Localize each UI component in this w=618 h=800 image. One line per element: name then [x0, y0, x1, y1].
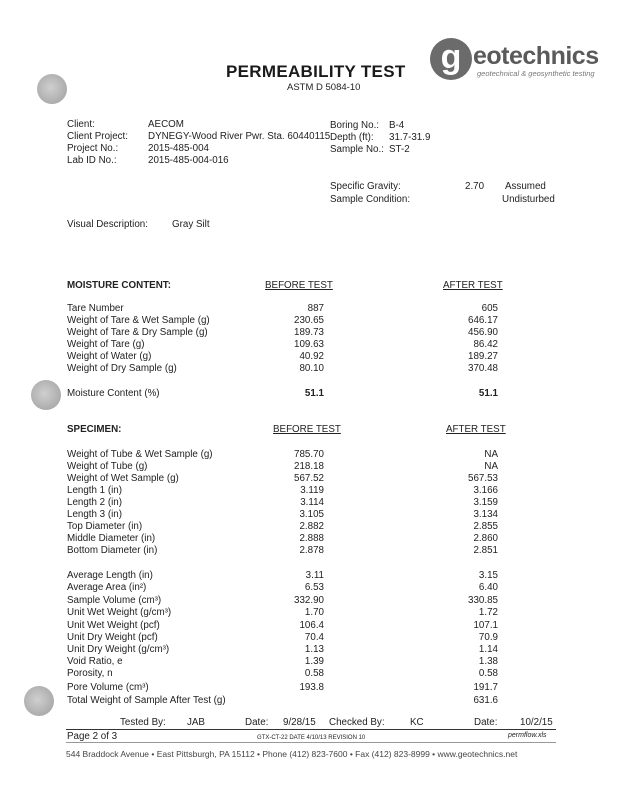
before-value: 80.10	[299, 363, 324, 374]
after-value: 1.72	[478, 607, 498, 618]
page-title: PERMEABILITY TEST	[226, 62, 406, 81]
row-label: Unit Dry Weight (pcf)	[67, 632, 158, 643]
row-label: Middle Diameter (in)	[67, 533, 156, 544]
row-label: Unit Dry Weight (g/cm³)	[67, 644, 170, 655]
row-label: Weight of Dry Sample (g)	[67, 363, 177, 374]
date2-value: 10/2/15	[520, 717, 553, 728]
boring-label: Boring No.:	[330, 120, 380, 131]
after-value: 1.38	[478, 656, 498, 667]
date2-label: Date:	[474, 717, 498, 728]
after-value: 3.15	[478, 570, 498, 581]
after-value: NA	[484, 461, 498, 472]
project-no-label: Project No.:	[67, 143, 119, 154]
after-value: 631.6	[473, 695, 498, 706]
before-value: 2.878	[299, 545, 324, 556]
after-value: NA	[484, 449, 498, 460]
before-value: 3.105	[299, 509, 324, 520]
row-label: Weight of Wet Sample (g)	[67, 473, 179, 484]
before-value: 106.4	[299, 620, 324, 631]
before-value: 2.882	[299, 521, 324, 532]
document-code: GTX-CT-22 DATE 4/10/13 REVISION 10	[257, 735, 366, 741]
before-value: 1.39	[304, 656, 324, 667]
date1-value: 9/28/15	[283, 717, 316, 728]
after-value: 330.85	[468, 595, 498, 606]
after-value: 189.27	[468, 351, 498, 362]
checked-by-value: KC	[410, 717, 424, 728]
visual-description-label: Visual Description:	[67, 219, 148, 230]
row-label: Length 1 (in)	[67, 485, 123, 496]
after-value: 2.860	[473, 533, 498, 544]
row-label: Length 2 (in)	[67, 497, 123, 508]
client-label: Client:	[67, 119, 95, 130]
before-value: 3.11	[305, 570, 324, 581]
row-label: Pore Volume (cm³)	[67, 682, 149, 693]
row-label: Unit Wet Weight (pcf)	[67, 620, 160, 631]
before-value: 332.90	[294, 595, 324, 606]
after-value: 107.1	[473, 620, 498, 631]
row-label: Weight of Tube & Wet Sample (g)	[67, 449, 213, 460]
before-value: 3.114	[300, 497, 324, 508]
moisture-before-header: BEFORE TEST	[265, 280, 333, 291]
after-value: 86.42	[473, 339, 498, 350]
after-value: 370.48	[468, 363, 498, 374]
row-label: Weight of Tare & Wet Sample (g)	[67, 315, 210, 326]
row-label: Void Ratio, e	[67, 656, 123, 667]
specimen-before-header: BEFORE TEST	[273, 424, 341, 435]
before-value: 193.8	[299, 682, 324, 693]
after-value: 456.90	[468, 327, 498, 338]
before-value: 6.53	[304, 582, 324, 593]
sample-value: ST-2	[389, 144, 410, 155]
logo-g-icon: g	[430, 38, 472, 80]
after-value: 3.134	[473, 509, 498, 520]
sample-condition-label: Sample Condition:	[330, 194, 411, 205]
punch-hole-middle	[31, 380, 61, 410]
logo-tagline: geotechnical & geosynthetic testing	[477, 69, 595, 78]
specific-gravity-value: 2.70	[465, 181, 485, 192]
after-value: 191.7	[473, 682, 498, 693]
footer-rule-bottom	[66, 742, 556, 743]
before-value: 0.58	[304, 668, 324, 679]
before-value: 887	[307, 303, 324, 314]
row-label: Tare Number	[67, 303, 124, 314]
after-value: 605	[481, 303, 498, 314]
before-value: 189.73	[294, 327, 324, 338]
moisture-content-before: 51.1	[304, 388, 324, 399]
before-value: 3.119	[300, 485, 324, 496]
specific-gravity-label: Specific Gravity:	[330, 181, 401, 192]
moisture-heading: MOISTURE CONTENT:	[67, 280, 171, 291]
row-label: Average Area (in²)	[67, 582, 147, 593]
moisture-content-label: Moisture Content (%)	[67, 388, 160, 399]
after-value: 3.166	[473, 485, 498, 496]
project-value: DYNEGY-Wood River Pwr. Sta. 60440115	[148, 131, 331, 142]
before-value: 567.52	[294, 473, 324, 484]
specimen-heading: SPECIMEN:	[67, 424, 122, 435]
row-label: Sample Volume (cm³)	[67, 595, 162, 606]
lab-id-value: 2015-485-004-016	[148, 155, 229, 166]
row-label: Length 3 (in)	[67, 509, 123, 520]
before-value: 1.70	[304, 607, 324, 618]
page-number: Page 2 of 3	[67, 731, 118, 742]
tested-by-label: Tested By:	[120, 717, 166, 728]
punch-hole-bottom	[24, 686, 54, 716]
project-no-value: 2015-485-004	[148, 143, 210, 154]
after-value: 1.14	[478, 644, 498, 655]
sample-label: Sample No.:	[330, 144, 384, 155]
company-address: 544 Braddock Avenue • East Pittsburgh, PA 15112 • Phone (412) 823-7600 • Fax (412) 823-8999 • www.geotechnics.net	[66, 749, 518, 759]
row-label: Total Weight of Sample After Test (g)	[67, 695, 226, 706]
depth-label: Depth (ft):	[330, 132, 374, 143]
row-label: Weight of Tare & Dry Sample (g)	[67, 327, 208, 338]
before-value: 785.70	[294, 449, 324, 460]
row-label: Weight of Tare (g)	[67, 339, 145, 350]
specific-gravity-note: Assumed	[505, 181, 546, 192]
before-value: 230.65	[294, 315, 324, 326]
row-label: Porosity, n	[67, 668, 113, 679]
visual-description-value: Gray Silt	[172, 219, 210, 230]
row-label: Average Length (in)	[67, 570, 153, 581]
before-value: 1.13	[304, 644, 324, 655]
page-subtitle: ASTM D 5084-10	[287, 82, 361, 93]
specimen-after-header: AFTER TEST	[446, 424, 506, 435]
depth-value: 31.7-31.9	[389, 132, 431, 143]
date1-label: Date:	[245, 717, 269, 728]
punch-hole-top	[37, 74, 67, 104]
after-value: 2.855	[473, 521, 498, 532]
before-value: 218.18	[294, 461, 324, 472]
before-value: 109.63	[294, 339, 324, 350]
lab-id-label: Lab ID No.:	[67, 155, 117, 166]
logo-wordmark: eotechnics	[473, 42, 599, 70]
row-label: Bottom Diameter (in)	[67, 545, 158, 556]
before-value: 40.92	[299, 351, 324, 362]
moisture-after-header: AFTER TEST	[443, 280, 503, 291]
project-label: Client Project:	[67, 131, 128, 142]
row-label: Weight of Tube (g)	[67, 461, 148, 472]
boring-value: B-4	[389, 120, 405, 131]
row-label: Unit Wet Weight (g/cm³)	[67, 607, 172, 618]
checked-by-label: Checked By:	[329, 717, 385, 728]
tested-by-value: JAB	[187, 717, 205, 728]
before-value: 70.4	[304, 632, 324, 643]
client-value: AECOM	[148, 119, 184, 130]
moisture-content-after: 51.1	[478, 388, 498, 399]
file-name: permflow.xls	[508, 732, 547, 739]
after-value: 2.851	[473, 545, 498, 556]
after-value: 6.40	[478, 582, 498, 593]
sample-condition-value: Undisturbed	[502, 194, 555, 205]
after-value: 567.53	[468, 473, 498, 484]
before-value: 2.888	[299, 533, 324, 544]
after-value: 70.9	[478, 632, 498, 643]
after-value: 3.159	[473, 497, 498, 508]
row-label: Top Diameter (in)	[67, 521, 143, 532]
footer-rule-top	[66, 729, 556, 730]
after-value: 646.17	[468, 315, 498, 326]
after-value: 0.58	[478, 668, 498, 679]
row-label: Weight of Water (g)	[67, 351, 152, 362]
